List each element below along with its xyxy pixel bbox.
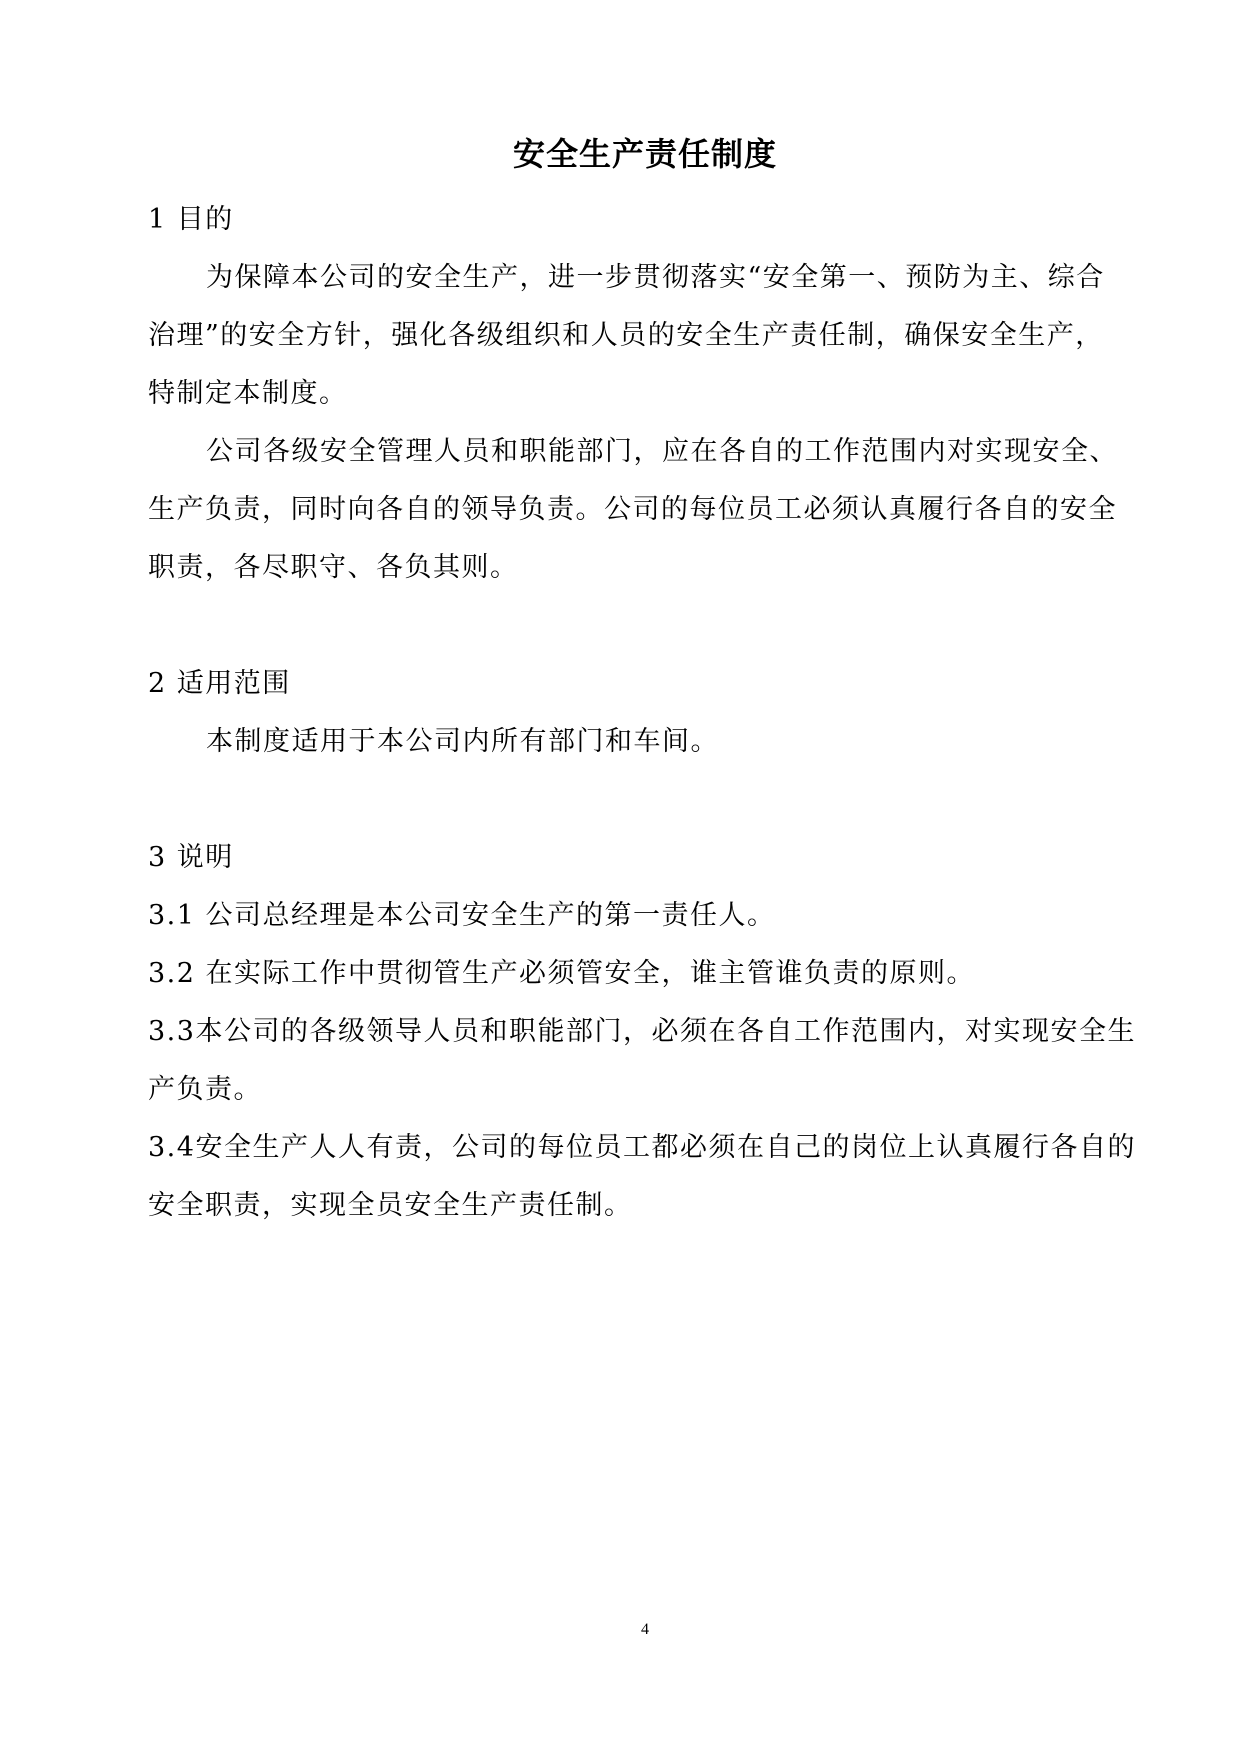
section-3-item-3-line-2: 产负责。: [148, 1074, 262, 1105]
section-1-heading: 1 目的: [148, 204, 234, 235]
page-number: 4: [641, 1621, 649, 1638]
section-3-item-1: 3.1 公司总经理是本公司安全生产的第一责任人。: [148, 900, 776, 931]
section-1-paragraph-2-line-1: 公司各级安全管理人员和职能部门，应在各自的工作范围内对实现安全、: [206, 436, 1118, 467]
section-2-heading: 2 适用范围: [148, 668, 291, 699]
section-1-paragraph-2-line-3: 职责，各尽职守、各负其则。: [148, 552, 519, 583]
section-3-item-4-line-1: 3.4安全生产人人有责，公司的每位员工都必须在自己的岗位上认真履行各自的: [148, 1132, 1136, 1163]
section-1-paragraph-2-line-2: 生产负责，同时向各自的领导负责。公司的每位员工必须认真履行各自的安全: [148, 494, 1117, 525]
section-3-item-4-line-2: 安全职责，实现全员安全生产责任制。: [148, 1190, 633, 1221]
section-3-heading: 3 说明: [148, 842, 234, 873]
section-3-item-2: 3.2 在实际工作中贯彻管生产必须管安全，谁主管谁负责的原则。: [148, 958, 976, 989]
section-2-paragraph: 本制度适用于本公司内所有部门和车间。: [206, 726, 719, 757]
section-1-paragraph-1-line-1: 为保障本公司的安全生产，进一步贯彻落实“安全第一、预防为主、综合: [206, 262, 1105, 293]
section-1-paragraph-1-line-3: 特制定本制度。: [148, 378, 348, 409]
section-1-paragraph-1-line-2: 治理”的安全方针，强化各级组织和人员的安全生产责任制，确保安全生产，: [148, 320, 1104, 351]
document-title: 安全生产责任制度: [512, 135, 777, 173]
section-3-item-3-line-1: 3.3本公司的各级领导人员和职能部门，必须在各自工作范围内，对实现安全生: [148, 1016, 1136, 1047]
